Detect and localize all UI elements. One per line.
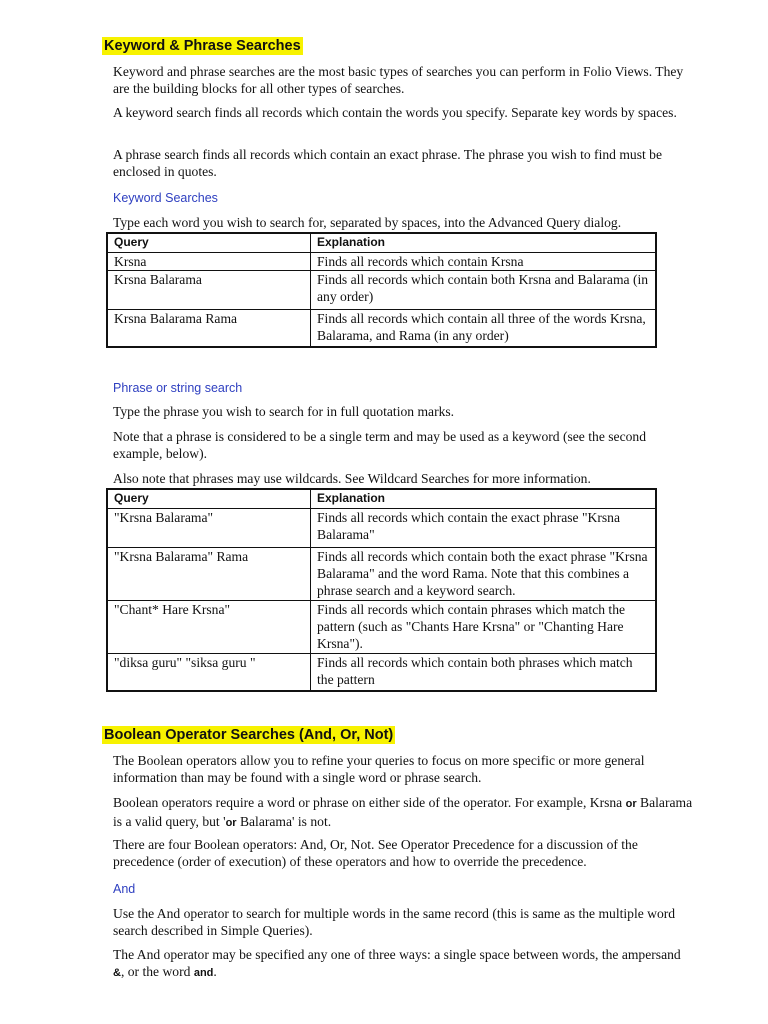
paragraph-keyword-instructions: Type each word you wish to search for, separated by spaces, into the Advanced Query dialog. — [113, 215, 622, 230]
operator-or-keyword: or — [225, 817, 237, 829]
column-header-explanation: Explanation — [311, 489, 657, 509]
explanation-cell: Finds all records which contain all three of the words Krsna, Balarama, and Rama (in any order) — [311, 310, 657, 348]
table-header-row — [107, 233, 656, 253]
paragraph-boolean-example — [113, 794, 693, 832]
text-span: Balarama' is not. — [236, 814, 332, 829]
table-row — [107, 601, 656, 654]
section-heading-keyword-phrase: Keyword & Phrase Searches — [104, 38, 301, 54]
explanation-cell: Finds all records which contain both the exact phrase "Krsna Balarama" and the word Rama. Note that this combines a phrase search and a keyword search. — [311, 548, 657, 601]
table-row — [107, 548, 656, 601]
text-span: , or the word — [120, 964, 194, 979]
paragraph-phrase-note: Note that a phrase is considered to be a single term and may be used as a keyword (see the second example, below). — [113, 429, 646, 461]
explanation-cell: Finds all records which contain Krsna — [311, 253, 657, 271]
text-span: The And operator may be specified any one of three ways: a single space between words, the ampersand — [113, 947, 681, 962]
query-cell: "Chant* Hare Krsna" — [107, 601, 311, 654]
table-row — [107, 310, 656, 348]
paragraph-intro: Keyword and phrase searches are the most basic types of searches you can perform in Folio Views. They are the building blocks for all other types of searches. — [113, 64, 684, 96]
subheading-phrase-search: Phrase or string search — [113, 381, 243, 395]
query-cell: Krsna Balarama — [107, 271, 311, 310]
paragraph-and-syntax — [113, 946, 693, 982]
explanation-cell: Finds all records which contain both Krsna and Balarama (in any order) — [311, 271, 657, 310]
subheading-and: And — [113, 882, 136, 896]
explanation-cell: Finds all records which contain the exact phrase "Krsna Balarama" — [311, 509, 657, 548]
section-heading-boolean: Boolean Operator Searches (And, Or, Not) — [104, 727, 394, 743]
query-cell: "Krsna Balarama" — [107, 509, 311, 548]
paragraph-wildcard-note: Also note that phrases may use wildcards. See Wildcard Searches for more information. — [113, 471, 591, 486]
column-header-query: Query — [107, 489, 311, 509]
table-row — [107, 271, 656, 310]
paragraph-phrase-instructions: Type the phrase you wish to search for in full quotation marks. — [113, 404, 455, 419]
explanation-cell: Finds all records which contain phrases which match the pattern (such as "Chants Hare Krsna" or "Chanting Hare Krsna"). — [311, 601, 657, 654]
column-header-query: Query — [107, 233, 311, 253]
query-cell: Krsna — [107, 253, 311, 271]
table-row — [107, 509, 656, 548]
paragraph-keyword-definition: A keyword search finds all records which contain the words you specify. Separate key words by spaces. — [113, 105, 677, 120]
paragraph-and-usage: Use the And operator to search for multiple words in the same record (this is same as the multiple word search described in Simple Queries). — [113, 906, 676, 938]
subheading-keyword-searches: Keyword Searches — [113, 191, 218, 205]
query-cell: "diksa guru" "siksa guru " — [107, 654, 311, 692]
ampersand-operator: & — [113, 967, 121, 979]
query-cell: "Krsna Balarama" Rama — [107, 548, 311, 601]
operator-and-keyword: and — [193, 967, 214, 979]
column-header-explanation: Explanation — [311, 233, 657, 253]
phrase-query-table — [106, 488, 657, 692]
operator-or-keyword: or — [625, 798, 637, 810]
table-row — [107, 654, 656, 692]
text-span: Balarama is a valid query, but ' — [113, 795, 693, 829]
keyword-query-table — [106, 232, 657, 348]
paragraph-boolean-operators: There are four Boolean operators: And, Or, Not. See Operator Precedence for a discussion of the precedence (order of execution) of these operators and how to override the precedence. — [113, 837, 638, 869]
query-cell: Krsna Balarama Rama — [107, 310, 311, 348]
table-header-row — [107, 489, 656, 509]
explanation-cell: Finds all records which contain both phrases which match the pattern — [311, 654, 657, 692]
paragraph-phrase-definition: A phrase search finds all records which contain an exact phrase. The phrase you wish to find must be enclosed in quotes. — [113, 147, 662, 179]
text-span: Boolean operators require a word or phrase on either side of the operator. For example, Krsna — [113, 795, 623, 810]
text-span: . — [213, 964, 217, 979]
paragraph-boolean-intro: The Boolean operators allow you to refine your queries to focus on more specific or more general information than may be found with a single word or phrase search. — [113, 753, 645, 785]
table-row — [107, 253, 656, 271]
